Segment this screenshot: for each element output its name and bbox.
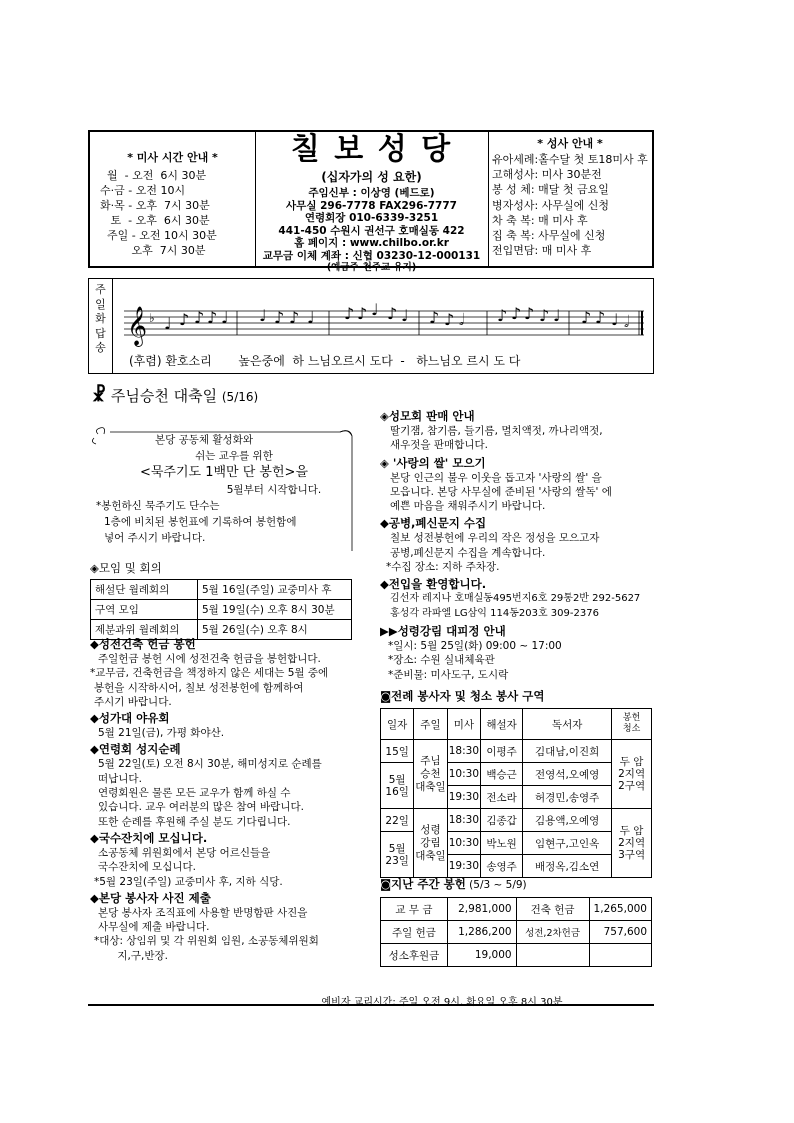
responsorial-psalm — [88, 278, 654, 374]
info-line: 441-450 수원시 권선구 호매실동 422 — [278, 224, 465, 237]
mass-time-line: 월 - 오전 6시 30분 — [100, 169, 207, 182]
reader-cell: 전영석,오예영 — [523, 763, 612, 786]
psalm-label-char: 주 — [95, 283, 106, 296]
table-cell: 757,600 — [589, 921, 651, 944]
commentator-cell: 전소라 — [481, 786, 523, 809]
svg-text:♩: ♩ — [259, 306, 267, 325]
section-line: 김선자 레지나 호매실동495번지6호 29통2반 292-5627 — [390, 593, 641, 605]
section-line: 또한 순례를 후원해 주실 분도 기다립니다. — [98, 815, 291, 828]
svg-text:𝄞: 𝄞 — [127, 306, 148, 346]
clean-cell: 두 암 2지역 2구역 — [612, 740, 652, 809]
reader-cell: 배정옥,김소연 — [523, 855, 612, 878]
choir-outing-section — [90, 710, 362, 740]
section-line: 칠보 성전봉헌에 우리의 작은 정성을 모으고자 — [390, 532, 600, 545]
section-line: *수집 장소: 지하 주차장. — [386, 561, 500, 574]
table-cell: 1,286,200 — [447, 921, 516, 944]
mass-times-panel — [90, 132, 256, 266]
svg-text:♪: ♪ — [274, 308, 285, 327]
meetings-section — [90, 560, 352, 640]
servers-table — [380, 708, 652, 878]
campaign-note: *봉헌하신 묵주기도 단수는 — [96, 500, 220, 512]
offering-table — [380, 897, 652, 967]
header-cell: 일자 — [381, 709, 414, 740]
date-cell: 5월 16일 — [381, 763, 414, 809]
table-cell: 19,000 — [447, 944, 516, 967]
rosary-campaign-box — [90, 426, 358, 556]
sale-section — [380, 408, 655, 453]
mass-times-list — [90, 168, 255, 258]
reader-cell: 김용액,오예영 — [523, 809, 612, 832]
table-row — [381, 898, 652, 921]
campaign-line: 본당 공동체 활성화와 — [155, 434, 253, 446]
pilgrimage-section — [90, 741, 362, 828]
header-cell: 봉헌 청소 — [612, 709, 652, 740]
info-line: 연령회장 010-6339-3251 — [304, 212, 439, 224]
section-line: 모읍니다. 본당 사무실에 준비된 '사랑의 쌀독' 에 — [390, 485, 612, 498]
section-line: 주시기 바랍니다. — [94, 695, 172, 708]
section-line: 지,구,반장. — [94, 949, 168, 962]
sacraments-panel — [488, 132, 652, 266]
church-patron: (십자가의 성 요한) — [321, 170, 422, 184]
section-line: 5월 22일(토) 오전 8시 30분, 해미성지로 순례를 — [98, 758, 322, 771]
meetings-table — [90, 579, 352, 640]
footer-divider — [88, 1004, 654, 1006]
svg-text:♩: ♩ — [401, 306, 409, 325]
svg-text:♩: ♩ — [611, 310, 619, 329]
sacrament-line: 봉 성 체: 매달 첫 금요일 — [492, 183, 609, 197]
table-row — [91, 580, 352, 600]
commentator-cell: 송영주 — [481, 855, 523, 878]
section-line: 본당 인근의 불우 이웃을 돕고자 '사랑의 쌀' 을 — [390, 471, 602, 484]
psalm-label — [89, 279, 113, 373]
feast-title — [92, 385, 258, 406]
section-line: 사무실에 제출 바랍니다. — [98, 921, 210, 934]
section-line: 공병,폐신문지 수집을 계속합니다. — [390, 546, 546, 559]
table-cell: 성소후원금 — [381, 944, 448, 967]
mass-time-line: 주일 - 오전 10시 30분 — [100, 229, 217, 242]
section-line: *장소: 수원 실내체육관 — [388, 654, 495, 667]
table-cell: 제분과위 월례회의 — [91, 620, 198, 640]
table-row — [91, 600, 352, 620]
section-line: *교무금, 건축헌금을 책정하지 않은 세대는 5월 중에 — [90, 667, 329, 680]
header-cell: 미사 — [447, 709, 481, 740]
psalm-label-char: 송 — [95, 341, 106, 354]
svg-text:♪: ♪ — [429, 308, 440, 327]
section-title: ◆전입을 환영합니다. — [380, 577, 487, 592]
recycling-section — [380, 515, 655, 574]
psalm-label-char: 화 — [95, 312, 106, 325]
section-line: *5월 23일(주일) 교중미사 후, 지하 식당. — [94, 875, 283, 888]
noodle-party-section — [90, 830, 362, 889]
sacraments-title: * 성사 안내 * — [537, 137, 603, 150]
feast-date: (5/16) — [221, 390, 259, 404]
table-cell: 해설단 월례회의 — [91, 580, 198, 600]
table-row — [381, 740, 652, 763]
sacrament-line: 차 축 복: 매 미사 후 — [492, 213, 588, 227]
svg-text:♪: ♪ — [595, 308, 606, 327]
sacrament-line: 병자성사: 사무실에 신청 — [492, 198, 609, 212]
homepage-link[interactable]: 홈 페이지 : www.chilbo.or.kr — [294, 237, 449, 249]
sacrament-line: 고해성사: 미사 30분전 — [492, 168, 602, 182]
retreat-section — [380, 623, 655, 682]
svg-text:♭: ♭ — [149, 311, 155, 325]
section-title: ◆성전건축 헌금 봉헌 — [90, 637, 196, 651]
campaign-note: 넣어 주시기 바랍니다. — [104, 532, 206, 544]
church-contact-info — [255, 187, 488, 275]
mass-time-cell: 10:30 — [447, 763, 481, 786]
section-line: 주일헌금 봉헌 시에 성전건축 헌금을 봉헌합니다. — [98, 653, 321, 665]
svg-text:♪: ♪ — [387, 304, 398, 323]
building-fund-section — [90, 636, 362, 709]
table-cell: 성전,2차헌금 — [516, 921, 589, 944]
table-row — [381, 921, 652, 944]
campaign-note: 1층에 비치된 봉헌표에 기록하여 봉헌함에 — [104, 516, 297, 528]
reader-cell: 허경민,송영주 — [523, 786, 612, 809]
offering-section — [380, 876, 652, 967]
svg-text:♩: ♩ — [221, 308, 229, 327]
section-title: ◈ '사랑의 쌀' 모으기 — [380, 455, 486, 470]
meetings-title: ◈모임 및 회의 — [90, 561, 162, 575]
reader-cell: 임현구,고인옥 — [523, 832, 612, 855]
commentator-cell: 이평주 — [481, 740, 523, 763]
table-cell: 교 무 금 — [381, 898, 448, 921]
section-line: *준비물: 미사도구, 도시락 — [388, 668, 509, 681]
section-title: ◆본당 봉사자 사진 제출 — [90, 890, 211, 905]
offering-title: ◙지난 주간 봉헌 — [380, 877, 466, 891]
psalm-lyrics: (후렴) 환호소리 높은중에 하 느님오르시 도다 - 하느님오 르시 도 다 — [129, 354, 521, 368]
section-line: 5월 21일(금), 가평 화야산. — [98, 727, 225, 740]
table-cell: 2,981,000 — [447, 898, 516, 921]
psalm-label-char: 일 — [95, 297, 106, 311]
mass-time-line: 토 - 오후 6시 30분 — [100, 214, 210, 227]
svg-text:𝅗𝅥: 𝅗𝅥 — [624, 312, 630, 331]
svg-text:♪: ♪ — [444, 310, 455, 329]
header-cell: 해설자 — [481, 709, 523, 740]
mass-time-line: 수·금 - 오전 10시 — [100, 184, 186, 197]
sunday-cell: 주님 승천 대축일 — [414, 740, 447, 809]
table-cell — [516, 944, 589, 967]
clean-cell: 두 암 2지역 3구역 — [612, 809, 652, 878]
date-cell: 15일 — [381, 740, 414, 763]
info-line: (예금주-천주교 유지) — [326, 262, 417, 273]
section-line: 연령회원은 물론 모든 교우가 함께 하실 수 — [98, 787, 291, 800]
svg-text:♪: ♪ — [207, 308, 218, 327]
campaign-start: 5월부터 시작합니다. — [226, 484, 322, 496]
church-info-panel — [255, 132, 489, 273]
svg-text:♪: ♪ — [194, 308, 205, 327]
table-cell: 구역 모임 — [91, 600, 198, 620]
psalm-label-char: 답 — [95, 326, 106, 340]
svg-text:♪: ♪ — [344, 304, 355, 323]
mass-time-line: 오후 7시 30분 — [100, 244, 206, 257]
info-line: 사무실 296-7778 FAX296-7777 — [286, 199, 457, 212]
section-line: *일시: 5월 25일(화) 09:00 ~ 17:00 — [388, 639, 562, 652]
reader-cell: 김대남,이진희 — [523, 740, 612, 763]
mass-time-cell: 18:30 — [447, 809, 481, 832]
mass-time-cell: 18:30 — [447, 740, 481, 763]
sunday-cell: 성령 강림 대축일 — [414, 809, 447, 878]
commentator-cell: 백승근 — [481, 763, 523, 786]
table-cell: 주일 헌금 — [381, 921, 448, 944]
info-line: 주임신부 : 이상영 (베드로) — [308, 187, 435, 199]
offering-period: (5/3 ~ 5/9) — [469, 879, 527, 891]
date-cell: 22일 — [381, 809, 414, 832]
mass-time-cell: 19:30 — [447, 786, 481, 809]
info-line: 교무금 이체 계좌 : 신협 03230-12-000131 — [262, 249, 481, 262]
section-title: ◆성가대 야유회 — [90, 711, 170, 726]
svg-text:♩: ♩ — [371, 300, 379, 319]
svg-text:♪: ♪ — [289, 308, 300, 327]
rice-drive-section — [380, 455, 655, 514]
section-line: 떠납니다. — [98, 772, 142, 785]
svg-text:♩: ♩ — [307, 308, 315, 327]
svg-text:♪: ♪ — [511, 304, 522, 323]
offering-heading — [380, 876, 652, 892]
section-title: ◆연령회 성지순례 — [90, 742, 181, 757]
sacrament-line: 집 축 복: 사무실에 신청 — [492, 229, 606, 243]
campaign-headline: <묵주기도 1백만 단 봉헌>을 — [139, 465, 309, 480]
catechumen-schedule: 예비자 교리시간: 주일 오전 9시, 화요일 오후 8시 30분 — [321, 997, 563, 1008]
svg-text:♪: ♪ — [539, 306, 550, 325]
svg-text:𝅗𝅥: 𝅗𝅥 — [459, 310, 465, 329]
svg-text:♪: ♪ — [179, 310, 190, 329]
section-line: 있습니다. 교우 여러분의 많은 참여 바랍니다. — [98, 801, 304, 814]
commentator-cell: 김종갑 — [481, 809, 523, 832]
svg-text:♪: ♪ — [581, 308, 592, 327]
servers-title: ◙전례 봉사자 및 청소 봉사 구역 — [380, 689, 545, 703]
section-line: 딸기잼, 참기름, 들기름, 멸치액젓, 까나리액젓, — [390, 425, 603, 437]
svg-text:♪: ♪ — [357, 304, 368, 323]
section-line: 소공동체 위원회에서 본당 어르신들을 — [98, 846, 271, 859]
mass-time-line: 화·목 - 오후 7시 30분 — [100, 199, 210, 212]
section-line: *대상: 상임위 및 각 위원회 임원, 소공동체위원회 — [94, 935, 319, 948]
servers-section — [380, 688, 652, 878]
section-title: ◆공병,폐신문지 수집 — [380, 516, 487, 531]
music-staff-icon — [119, 289, 649, 351]
section-line: 홍성각 라파엘 LG삼익 114동203호 309-2376 — [390, 607, 599, 619]
svg-text:♪: ♪ — [497, 306, 508, 325]
section-line: 예쁜 마음을 채워주시기 바랍니다. — [390, 500, 546, 513]
section-title: ▶▶성령강림 대피정 안내 — [380, 623, 506, 638]
table-row — [381, 809, 652, 832]
table-cell: 건축 헌금 — [516, 898, 589, 921]
right-announcements — [380, 408, 655, 682]
section-line: 국수잔치에 모십니다. — [98, 861, 196, 874]
section-line: 봉헌을 시작하시어, 칠보 성전봉헌에 함께하여 — [94, 681, 304, 694]
header-cell: 독서자 — [523, 709, 612, 740]
table-cell: 5월 19일(수) 오후 8시 30분 — [198, 600, 352, 620]
bulletin-header — [88, 130, 654, 273]
header-cell: 주일 — [414, 709, 447, 740]
table-cell: 5월 26일(수) 오후 8시 — [198, 620, 352, 640]
welcome-section — [380, 576, 655, 621]
sacraments-list — [488, 152, 652, 258]
sacrament-line: 전입면담: 매 미사 후 — [492, 244, 592, 258]
sacrament-line: 유아세례:홀수달 첫 토18미사 후 — [492, 153, 648, 166]
svg-text:♪: ♪ — [524, 304, 535, 323]
feast-name: 주님승천 대축일 — [110, 387, 218, 405]
photo-submission-section — [90, 890, 362, 963]
table-header-row — [381, 709, 652, 740]
mass-times-title: * 미사 시간 안내 * — [127, 151, 218, 164]
commentator-cell: 박노원 — [481, 832, 523, 855]
table-cell: 1,265,000 — [589, 898, 651, 921]
left-announcements — [90, 636, 362, 963]
mass-time-cell: 10:30 — [447, 832, 481, 855]
table-cell — [589, 944, 651, 967]
svg-text:♩: ♩ — [553, 306, 561, 325]
chi-rho-icon: ☧ — [92, 385, 107, 406]
church-name: 칠 보 성 당 — [290, 132, 453, 167]
table-cell: 5월 16일(주일) 교중미사 후 — [198, 580, 352, 600]
table-row — [381, 944, 652, 967]
svg-text:♩: ♩ — [164, 314, 172, 333]
campaign-line: 쉬는 교우를 위한 — [195, 450, 273, 462]
section-line: 본당 봉사자 조직표에 사용할 반명함판 사진을 — [98, 906, 308, 919]
section-title: ◆국수잔치에 모십니다. — [90, 830, 208, 845]
section-title: ◈성모회 판매 안내 — [380, 409, 475, 423]
date-cell: 5월 23일 — [381, 832, 414, 878]
section-line: 새우젓을 판매합니다. — [390, 439, 488, 452]
mass-time-cell: 19:30 — [447, 855, 481, 878]
